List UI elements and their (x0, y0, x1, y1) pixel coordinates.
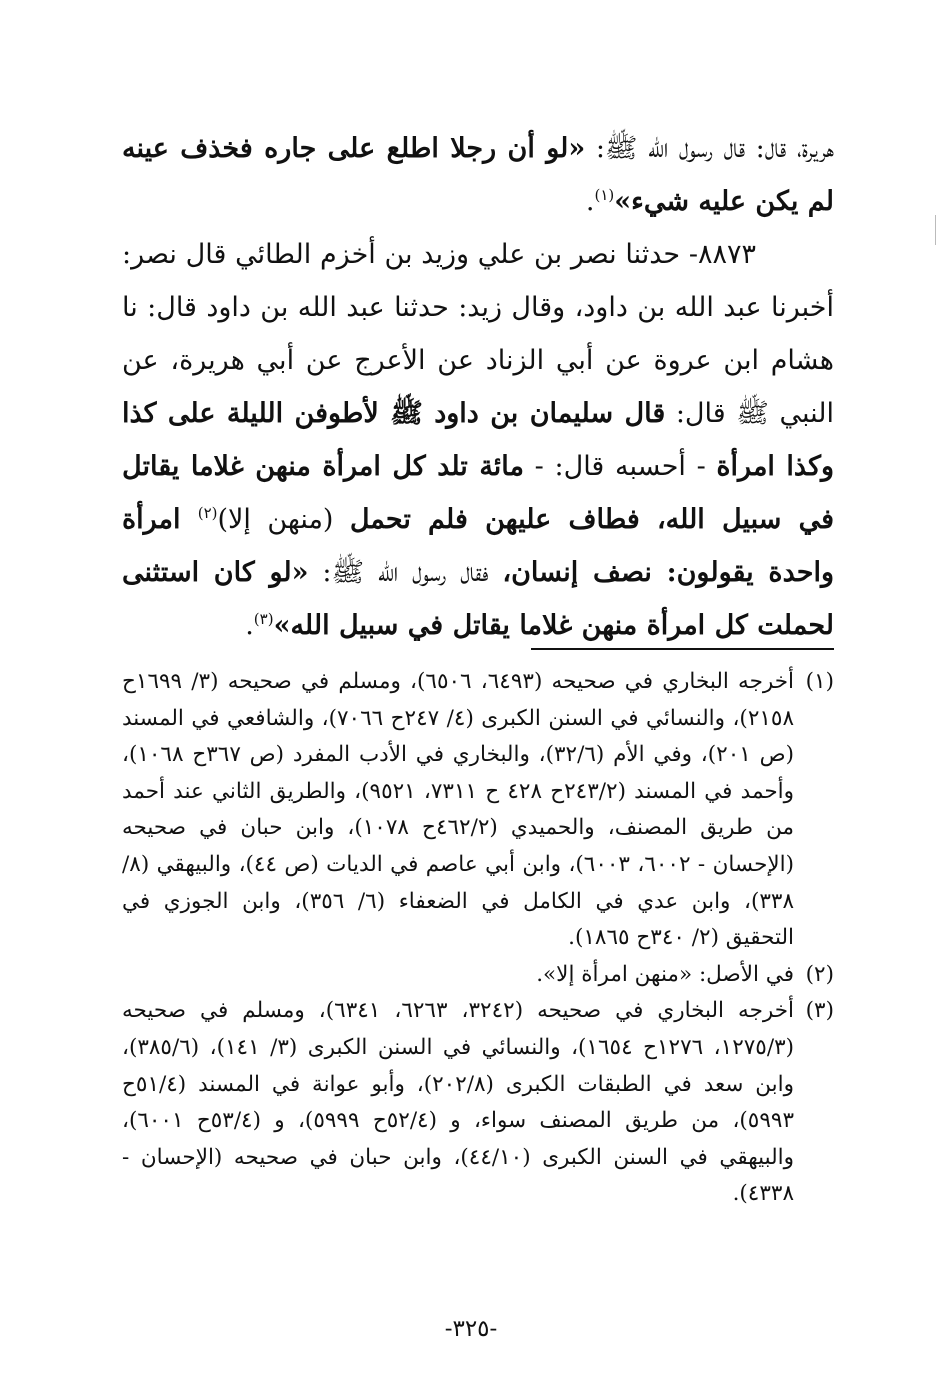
hadith-text: مائة تلد كل امرأة منهن غلاما يقاتل في سبيل الله، فطاف عليهن فلم تحمل (122, 451, 834, 535)
text-run: فقال رسول الله ﷺ: (308, 557, 503, 588)
text-run: . (585, 186, 595, 217)
footnotes (122, 664, 834, 1213)
text-run: . (245, 610, 254, 641)
footnote-text: أخرجه البخاري في صحيحه (٣٢٤٢، ٦٢٦٣، ٦٣٤١)، ومسلم في صحيحه (١٢٧٥/٣، ١٢٧٦ح ١٦٥٤)، والنسائي في السنن الكبرى (٣/ ١٤١)، (٣٨٥/٦)، وابن سعد في الطبقات الكبرى (٢٠٢/٨)، وأبو عوانة في المسند (٥١/٤ح ٥٩٩٣)، من طريق المصنف سواء، و (٥٢/٤ح ٥٩٩٩)، و (٥٣/٤ح ٦٠٠١)، والبيهقي في السنن الكبرى (٤٤/١٠)، وابن حبان في صحيحه (الإحسان - ٤٣٣٨). (122, 998, 795, 1207)
footnote-1 (122, 664, 834, 957)
footnote-2 (122, 957, 834, 994)
paragraph-hadith-8873 (122, 228, 834, 652)
hadith-quote: «لو أن رجلا اطلع على جاره فخذف عينه لم يكن عليه شيء» (122, 133, 834, 217)
footnote-text: أخرجه البخاري في صحيحه (٦٤٩٣، ٦٥٠٦)، ومسلم في صحيحه (٣/ ١٦٩٩ح ٢١٥٨)، والنسائي في السنن الكبرى (٤/ ٢٤٧ح ٧٠٦٦)، والشافعي في المسند (ص ٢٠١)، وفي الأم (٣٢/٦)، والبخاري في الأدب المفرد (ص ٣٦٧ح ١٠٦٨)، وأحمد في المسند (٢٤٣/٢ح ٤٢٨ ح ٧٣١١، ٩٥٢١)، والطريق الثاني عند أحمد من طريق المصنف، والحميدي (٤٦٢/٢ح ١٠٧٨)، وابن حبان في صحيحه (الإحسان - ٦٠٠٢، ٦٠٠٣)، وابن أبي عاصم في الديات (ص ٤٤)، والبيهقي (٨/ ٣٣٨)، وابن عدي في الكامل في الضعفاء (٦/ ٣٥٦)، وابن الجوزي في التحقيق (٢/ ٣٤٠ح ١٨٦٥). (122, 669, 795, 951)
isnad-text: ٨٨٧٣- حدثنا نصر بن علي وزيد بن أخزم الطائي قال نصر: أخبرنا عبد الله بن داود، وقال زيد: حدثنا عبد الله بن داود قال: نا هشام ابن عروة عن أبي الزناد عن الأعرج عن أبي هريرة، عن النبي ﷺ قال: (122, 239, 834, 429)
main-text (122, 122, 834, 652)
page-number: -٣٢٥- (444, 1316, 498, 1342)
hadith-quote: «لو كان استثنى لحملت كل امرأة منهن غلاما يقاتل في سبيل الله» (122, 557, 834, 641)
text-run: هريرة، قال: قال رسول الله ﷺ: (585, 133, 834, 164)
footnote-number: (٣) (805, 998, 834, 1024)
text-run: - أحسبه قال: - (524, 451, 717, 482)
footnote-number: (٢) (805, 961, 834, 987)
paragraph-continuation (122, 122, 834, 228)
page-edge-mark (935, 215, 937, 245)
footnote-ref-2[interactable]: (٢) (197, 504, 218, 522)
text-run: (منهن إلا) (217, 504, 350, 535)
hadith-text: امرأة واحدة يقولون: نصف إنسان، (122, 504, 834, 588)
footnote-3 (122, 993, 834, 1213)
footnote-ref-1[interactable]: (١) (594, 186, 615, 204)
footnote-ref-3[interactable]: (٣) (253, 610, 274, 628)
footnote-text: في الأصل: «منهن امرأة إلا». (536, 961, 794, 987)
hadith-text: قال سليمان بن داود ﷺ لأطوفن الليلة على كذا وكذا امرأة (122, 398, 834, 482)
footnote-separator (531, 648, 834, 650)
footnote-number: (١) (805, 669, 834, 694)
